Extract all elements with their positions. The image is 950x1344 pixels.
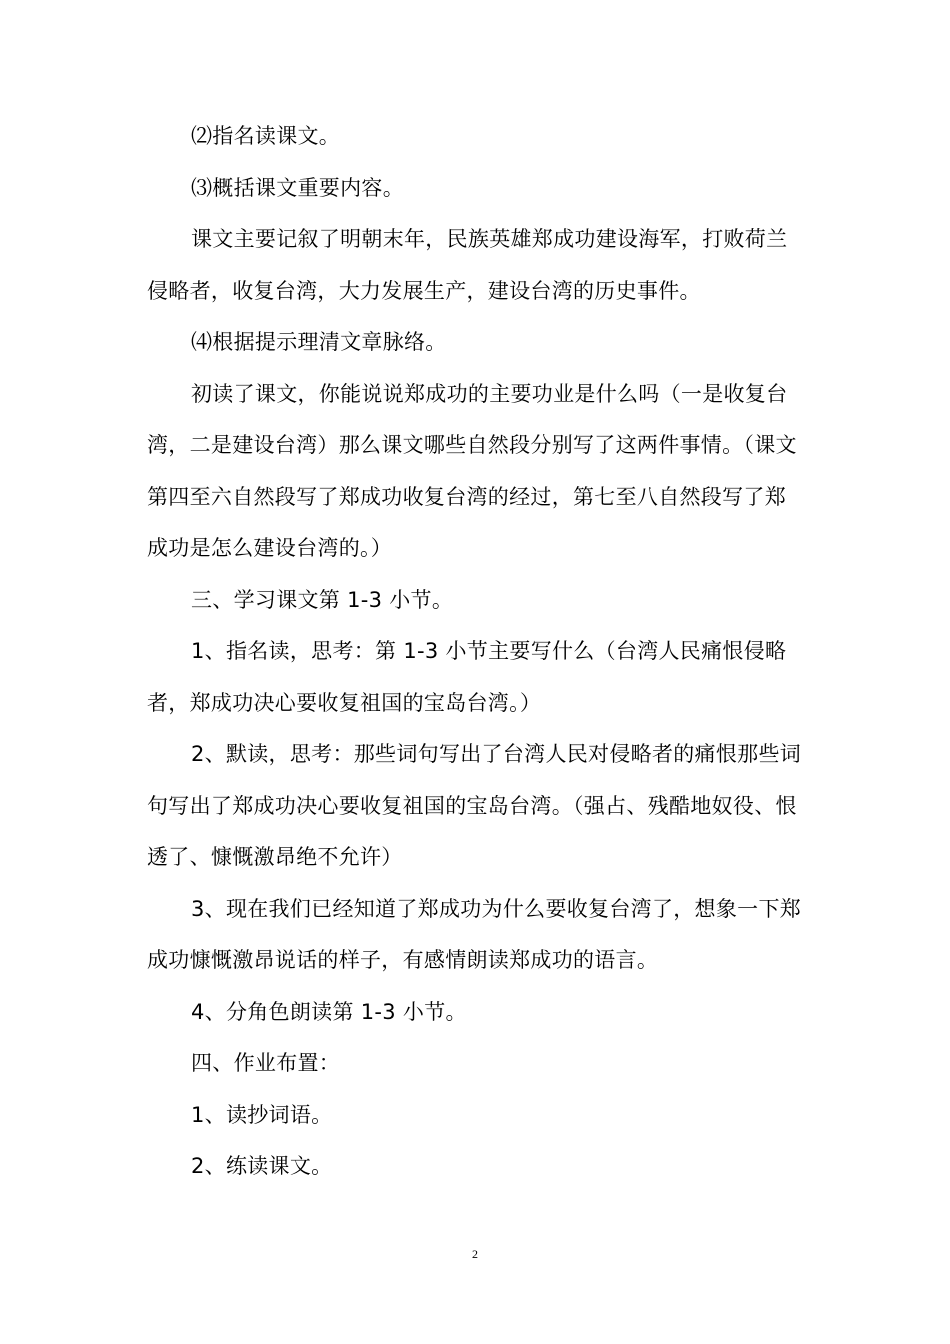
list-item-3: 3、现在我们已经知道了郑成功为什么要收复台湾了，想象一下郑成功慷慨激昂说话的样子，有感情朗读郑成功的语言。 <box>147 896 802 972</box>
paragraph-main-content: 课文主要记叙了明朝末年，民族英雄郑成功建设海军，打败荷兰侵略者，收复台湾，大力发展生产，建设台湾的历史事件。 <box>147 227 788 303</box>
list-item-4: 4、分角色朗读第 1-3 小节。 <box>191 999 467 1024</box>
homework-item-1: 1、读抄词语。 <box>191 1102 333 1127</box>
list-item-2: 2、默读，思考：那些词句写出了台湾人民对侵略者的痛恨那些词句写出了郑成功决心要收复祖国的宝岛台湾。（强占、残酷地奴役、恨透了、慷慨激昂绝不允许） <box>147 742 802 869</box>
paragraph-summarize: ⑶概括课文重要内容。 <box>191 175 404 200</box>
homework-item-2: 2、练读课文。 <box>191 1154 333 1178</box>
page-number: 2 <box>472 1247 478 1261</box>
list-item-1: 1、指名读，思考：第 1-3 小节主要写什么（台湾人民痛恨侵略者，郑成功决心要收复祖国的宝岛台湾。） <box>147 639 787 715</box>
paragraph-outline: ⑷根据提示理清文章脉络。 <box>191 330 447 354</box>
section-heading-four: 四、作业布置： <box>191 1051 341 1075</box>
paragraph-read-aloud: ⑵指名读课文。 <box>191 124 341 148</box>
paragraph-first-reading: 初读了课文，你能说说郑成功的主要功业是什么吗（一是收复台湾，二是建设台湾）那么课文哪些自然段分别写了这两件事情。（课文第四至六自然段写了郑成功收复台湾的经过，第七至八自然段写了郑成功是怎么建设台湾的。） <box>147 381 797 560</box>
document-body <box>147 111 807 1193</box>
section-heading-three: 三、学习课文第 1-3 小节。 <box>191 587 454 612</box>
